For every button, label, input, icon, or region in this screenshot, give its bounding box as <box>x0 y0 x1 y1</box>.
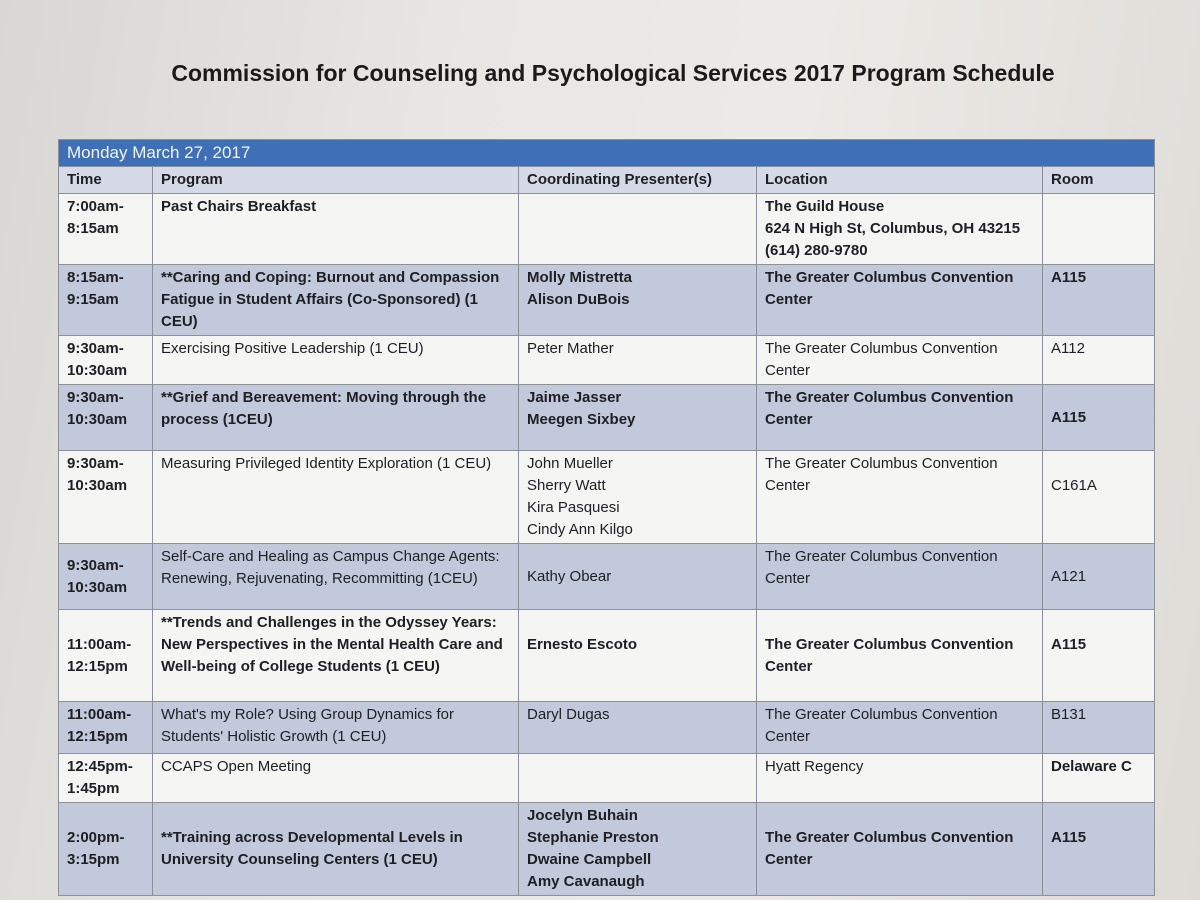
program-cell: Past Chairs Breakfast <box>153 194 519 265</box>
location-cell <box>757 194 1043 265</box>
time-cell <box>59 336 153 385</box>
location-line: The Greater Columbus Convention Center <box>765 636 1014 675</box>
presenters-cell <box>519 265 757 336</box>
location-line: The Guild House <box>765 198 885 215</box>
presenter-name: Dwaine Campbell <box>527 851 652 868</box>
location-cell: The Greater Columbus Convention Center <box>757 385 1043 451</box>
presenter-name: John Mueller <box>527 455 613 472</box>
schedule-table <box>58 139 1155 896</box>
presenter-name: Amy Cavanaugh <box>527 873 645 890</box>
presenter-name: Kira Pasquesi <box>527 499 620 516</box>
time-start: 11:00am- <box>67 706 132 723</box>
time-end: 9:15am <box>67 291 119 308</box>
room-cell <box>1043 803 1155 896</box>
time-cell <box>59 451 153 544</box>
time-end: 8:15am <box>67 220 119 237</box>
room-cell <box>1043 451 1155 544</box>
table-row <box>59 544 1155 610</box>
time-start: 9:30am- <box>67 389 124 406</box>
location-cell: Hyatt Regency <box>757 754 1043 803</box>
day-label: Monday March 27, 2017 <box>59 140 1155 167</box>
time-cell <box>59 754 153 803</box>
time-cell <box>59 610 153 702</box>
presenter-name: Jaime Jasser <box>527 389 622 406</box>
time-end: 10:30am <box>67 411 128 428</box>
location-cell <box>757 610 1043 702</box>
table-row <box>59 194 1155 265</box>
presenters-cell <box>519 194 757 265</box>
presenters-cell <box>519 610 757 702</box>
room-cell <box>1043 610 1155 702</box>
program-cell: Exercising Positive Leadership (1 CEU) <box>153 336 519 385</box>
column-header-location: Location <box>757 167 1043 194</box>
room-cell: A115 <box>1043 265 1155 336</box>
program-cell: **Caring and Coping: Burnout and Compassion Fatigue in Student Affairs (Co-Sponsored) (1 CEU) <box>153 265 519 336</box>
time-end: 3:15pm <box>67 851 120 868</box>
time-start: 9:30am- <box>67 556 124 574</box>
presenter-name: Sherry Watt <box>527 477 606 494</box>
location-cell: The Greater Columbus Convention Center <box>757 265 1043 336</box>
time-end: 1:45pm <box>67 780 120 797</box>
presenter-name: Kathy Obear <box>527 567 612 585</box>
presenters-cell <box>519 336 757 385</box>
time-start: 7:00am- <box>67 198 124 215</box>
location-cell: The Greater Columbus Convention Center <box>757 336 1043 385</box>
table-row <box>59 336 1155 385</box>
location-cell: The Greater Columbus Convention Center <box>757 702 1043 754</box>
room-value: A115 <box>1051 829 1087 846</box>
time-start: 11:00am- <box>67 635 132 653</box>
column-header-room: Room <box>1043 167 1155 194</box>
time-end: 12:15pm <box>67 728 128 745</box>
time-start: 8:15am- <box>67 269 124 286</box>
location-line: 624 N High St, Columbus, OH 43215 <box>765 220 1021 237</box>
column-header-program: Program <box>153 167 519 194</box>
room-cell: A121 <box>1043 544 1155 610</box>
room-cell: A112 <box>1043 336 1155 385</box>
column-header-time: Time <box>59 167 153 194</box>
room-cell: Delaware C <box>1043 754 1155 803</box>
time-end: 10:30am <box>67 578 128 596</box>
document-title: Commission for Counseling and Psychological Services 2017 Program Schedule <box>171 60 1055 86</box>
presenters-cell <box>519 803 757 896</box>
time-start: 9:30am- <box>67 455 124 472</box>
time-start: 2:00pm- <box>67 829 125 846</box>
time-end: 10:30am <box>67 477 128 494</box>
presenters-cell <box>519 451 757 544</box>
program-cell: Measuring Privileged Identity Exploration (1 CEU) <box>153 451 519 544</box>
presenter-name: Ernesto Escoto <box>527 636 638 653</box>
table-row <box>59 265 1155 336</box>
program-cell: **Training across Developmental Levels in University Counseling Centers (1 CEU) <box>153 803 519 896</box>
presenters-cell <box>519 702 757 754</box>
presenter-name: Peter Mather <box>527 340 614 357</box>
room-value: C161A <box>1051 477 1097 494</box>
time-cell <box>59 265 153 336</box>
table-row <box>59 385 1155 451</box>
program-cell: **Grief and Bereavement: Moving through the process (1CEU) <box>153 385 519 451</box>
program-cell: Self-Care and Healing as Campus Change Agents: Renewing, Rejuvenating, Recommitting (1CEU) <box>153 544 519 610</box>
time-end: 10:30am <box>67 362 128 379</box>
day-header-row <box>59 140 1155 167</box>
table-row <box>59 754 1155 803</box>
presenters-cell <box>519 385 757 451</box>
room-value: A115 <box>1051 636 1087 653</box>
column-header-row <box>59 167 1155 194</box>
presenter-name: Meegen Sixbey <box>527 411 636 428</box>
presenter-name: Molly Mistretta <box>527 269 633 286</box>
location-cell: The Greater Columbus Convention Center <box>757 451 1043 544</box>
room-cell: B131 <box>1043 702 1155 754</box>
time-start: 12:45pm- <box>67 758 133 775</box>
presenter-name: Alison DuBois <box>527 291 630 308</box>
presenter-name: Stephanie Preston <box>527 829 659 846</box>
table-row <box>59 702 1155 754</box>
document-sheet <box>18 0 1200 900</box>
program-cell: **Trends and Challenges in the Odyssey Years: New Perspectives in the Mental Health Care and Well-being of College Students (1 CEU) <box>153 610 519 702</box>
program-cell: What's my Role? Using Group Dynamics for Students' Holistic Growth (1 CEU) <box>153 702 519 754</box>
time-cell <box>59 544 153 610</box>
presenter-name: Jocelyn Buhain <box>527 807 638 824</box>
table-row <box>59 610 1155 702</box>
time-cell <box>59 194 153 265</box>
time-cell <box>59 803 153 896</box>
time-end: 12:15pm <box>67 657 128 675</box>
presenters-cell <box>519 544 757 610</box>
program-cell: CCAPS Open Meeting <box>153 754 519 803</box>
time-start: 9:30am- <box>67 340 124 357</box>
presenter-name: Daryl Dugas <box>527 706 610 723</box>
presenter-name: Cindy Ann Kilgo <box>527 521 633 538</box>
location-line: (614) 280-9780 <box>765 242 868 259</box>
location-cell: The Greater Columbus Convention Center <box>757 544 1043 610</box>
location-cell: The Greater Columbus Convention Center <box>757 803 1043 896</box>
time-cell <box>59 702 153 754</box>
presenters-cell <box>519 754 757 803</box>
column-header-presenters: Coordinating Presenter(s) <box>519 167 757 194</box>
table-row <box>59 451 1155 544</box>
time-cell <box>59 385 153 451</box>
room-cell: A115 <box>1043 385 1155 451</box>
room-cell <box>1043 194 1155 265</box>
table-row <box>59 803 1155 896</box>
